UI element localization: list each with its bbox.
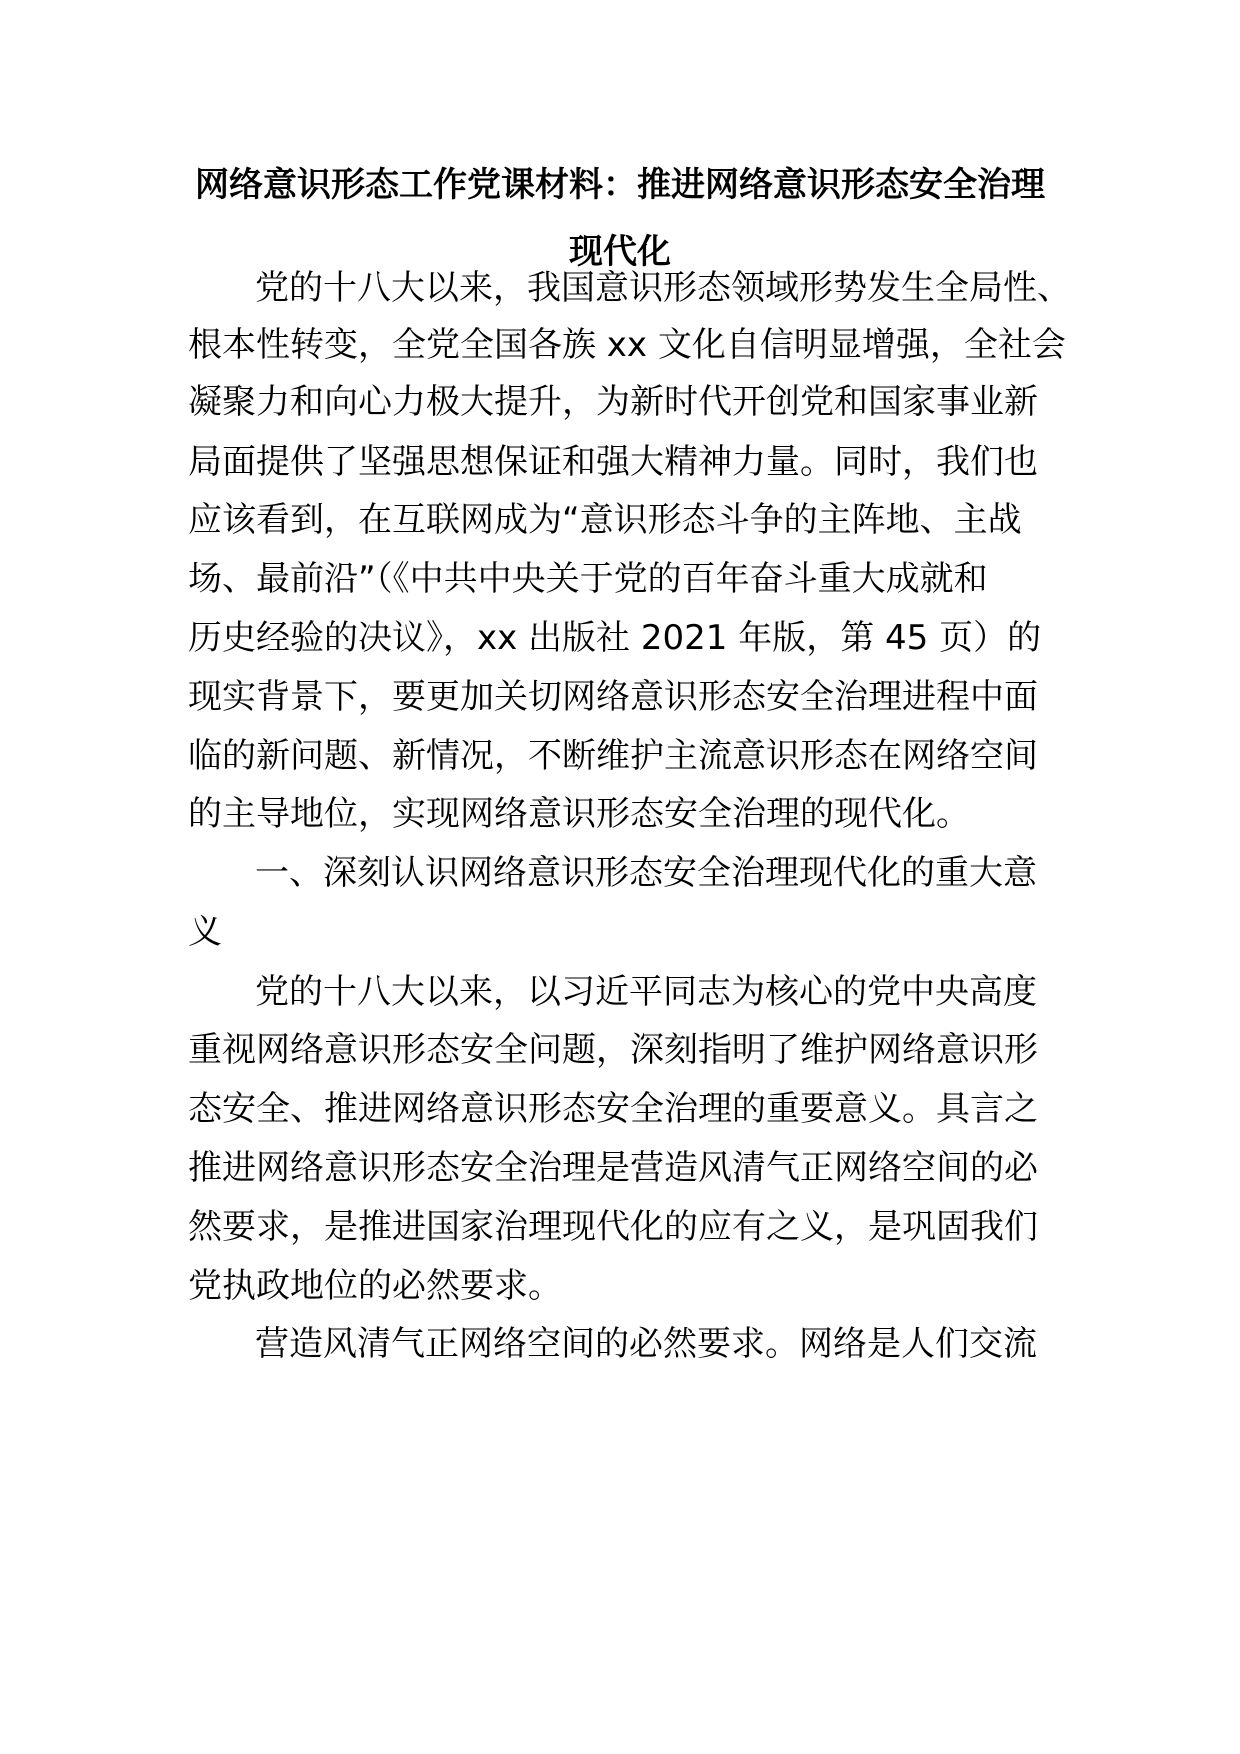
paragraph-line: 场、最前沿”（《中共中央关于党的百年奋斗重大成就和 xyxy=(188,559,988,599)
document-title-line-2: 现代化 xyxy=(569,232,671,272)
paragraph-line: 推进网络意识形态安全治理是营造风清气正网络空间的必 xyxy=(188,1148,1038,1188)
paragraph-line: 历史经验的决议》，xx 出版社 2021 年版，第 45 页）的 xyxy=(188,618,1042,658)
document-title-line-1: 网络意识形态工作党课材料：推进网络意识形态安全治理 xyxy=(195,165,1045,205)
section-heading-line-2: 义 xyxy=(188,912,222,952)
paragraph-line: 重视网络意识形态安全问题，深刻指明了维护网络意识形 xyxy=(188,1030,1038,1070)
paragraph-line: 局面提供了坚强思想保证和强大精神力量。同时，我们也 xyxy=(188,442,1038,482)
paragraph-line: 态安全、推进网络意识形态安全治理的重要意义。具言之 xyxy=(188,1089,1038,1129)
paragraph-line: 党的十八大以来，我国意识形态领域形势发生全局性、 xyxy=(255,268,1071,308)
paragraph-line: 营造风清气正网络空间的必然要求。网络是人们交流 xyxy=(255,1324,1037,1364)
paragraph-line: 党执政地位的必然要求。 xyxy=(188,1266,562,1306)
paragraph-line: 党的十八大以来，以习近平同志为核心的党中央高度 xyxy=(255,972,1037,1012)
paragraph-line: 的主导地位，实现网络意识形态安全治理的现代化。 xyxy=(188,794,970,834)
paragraph-line: 凝聚力和向心力极大提升，为新时代开创党和国家事业新 xyxy=(188,382,1038,422)
paragraph-line: 现实背景下，要更加关切网络意识形态安全治理进程中面 xyxy=(188,677,1038,717)
paragraph-line: 然要求，是推进国家治理现代化的应有之义，是巩固我们 xyxy=(188,1207,1038,1247)
paragraph-line: 临的新问题、新情况，不断维护主流意识形态在网络空间 xyxy=(188,736,1038,776)
section-heading-line-1: 一、深刻认识网络意识形态安全治理现代化的重大意 xyxy=(255,853,1037,893)
paragraph-line: 应该看到，在互联网成为“意识形态斗争的主阵地、主战 xyxy=(188,500,1022,540)
paragraph-line: 根本性转变，全党全国各族 xx 文化自信明显增强，全社会 xyxy=(188,325,1066,365)
